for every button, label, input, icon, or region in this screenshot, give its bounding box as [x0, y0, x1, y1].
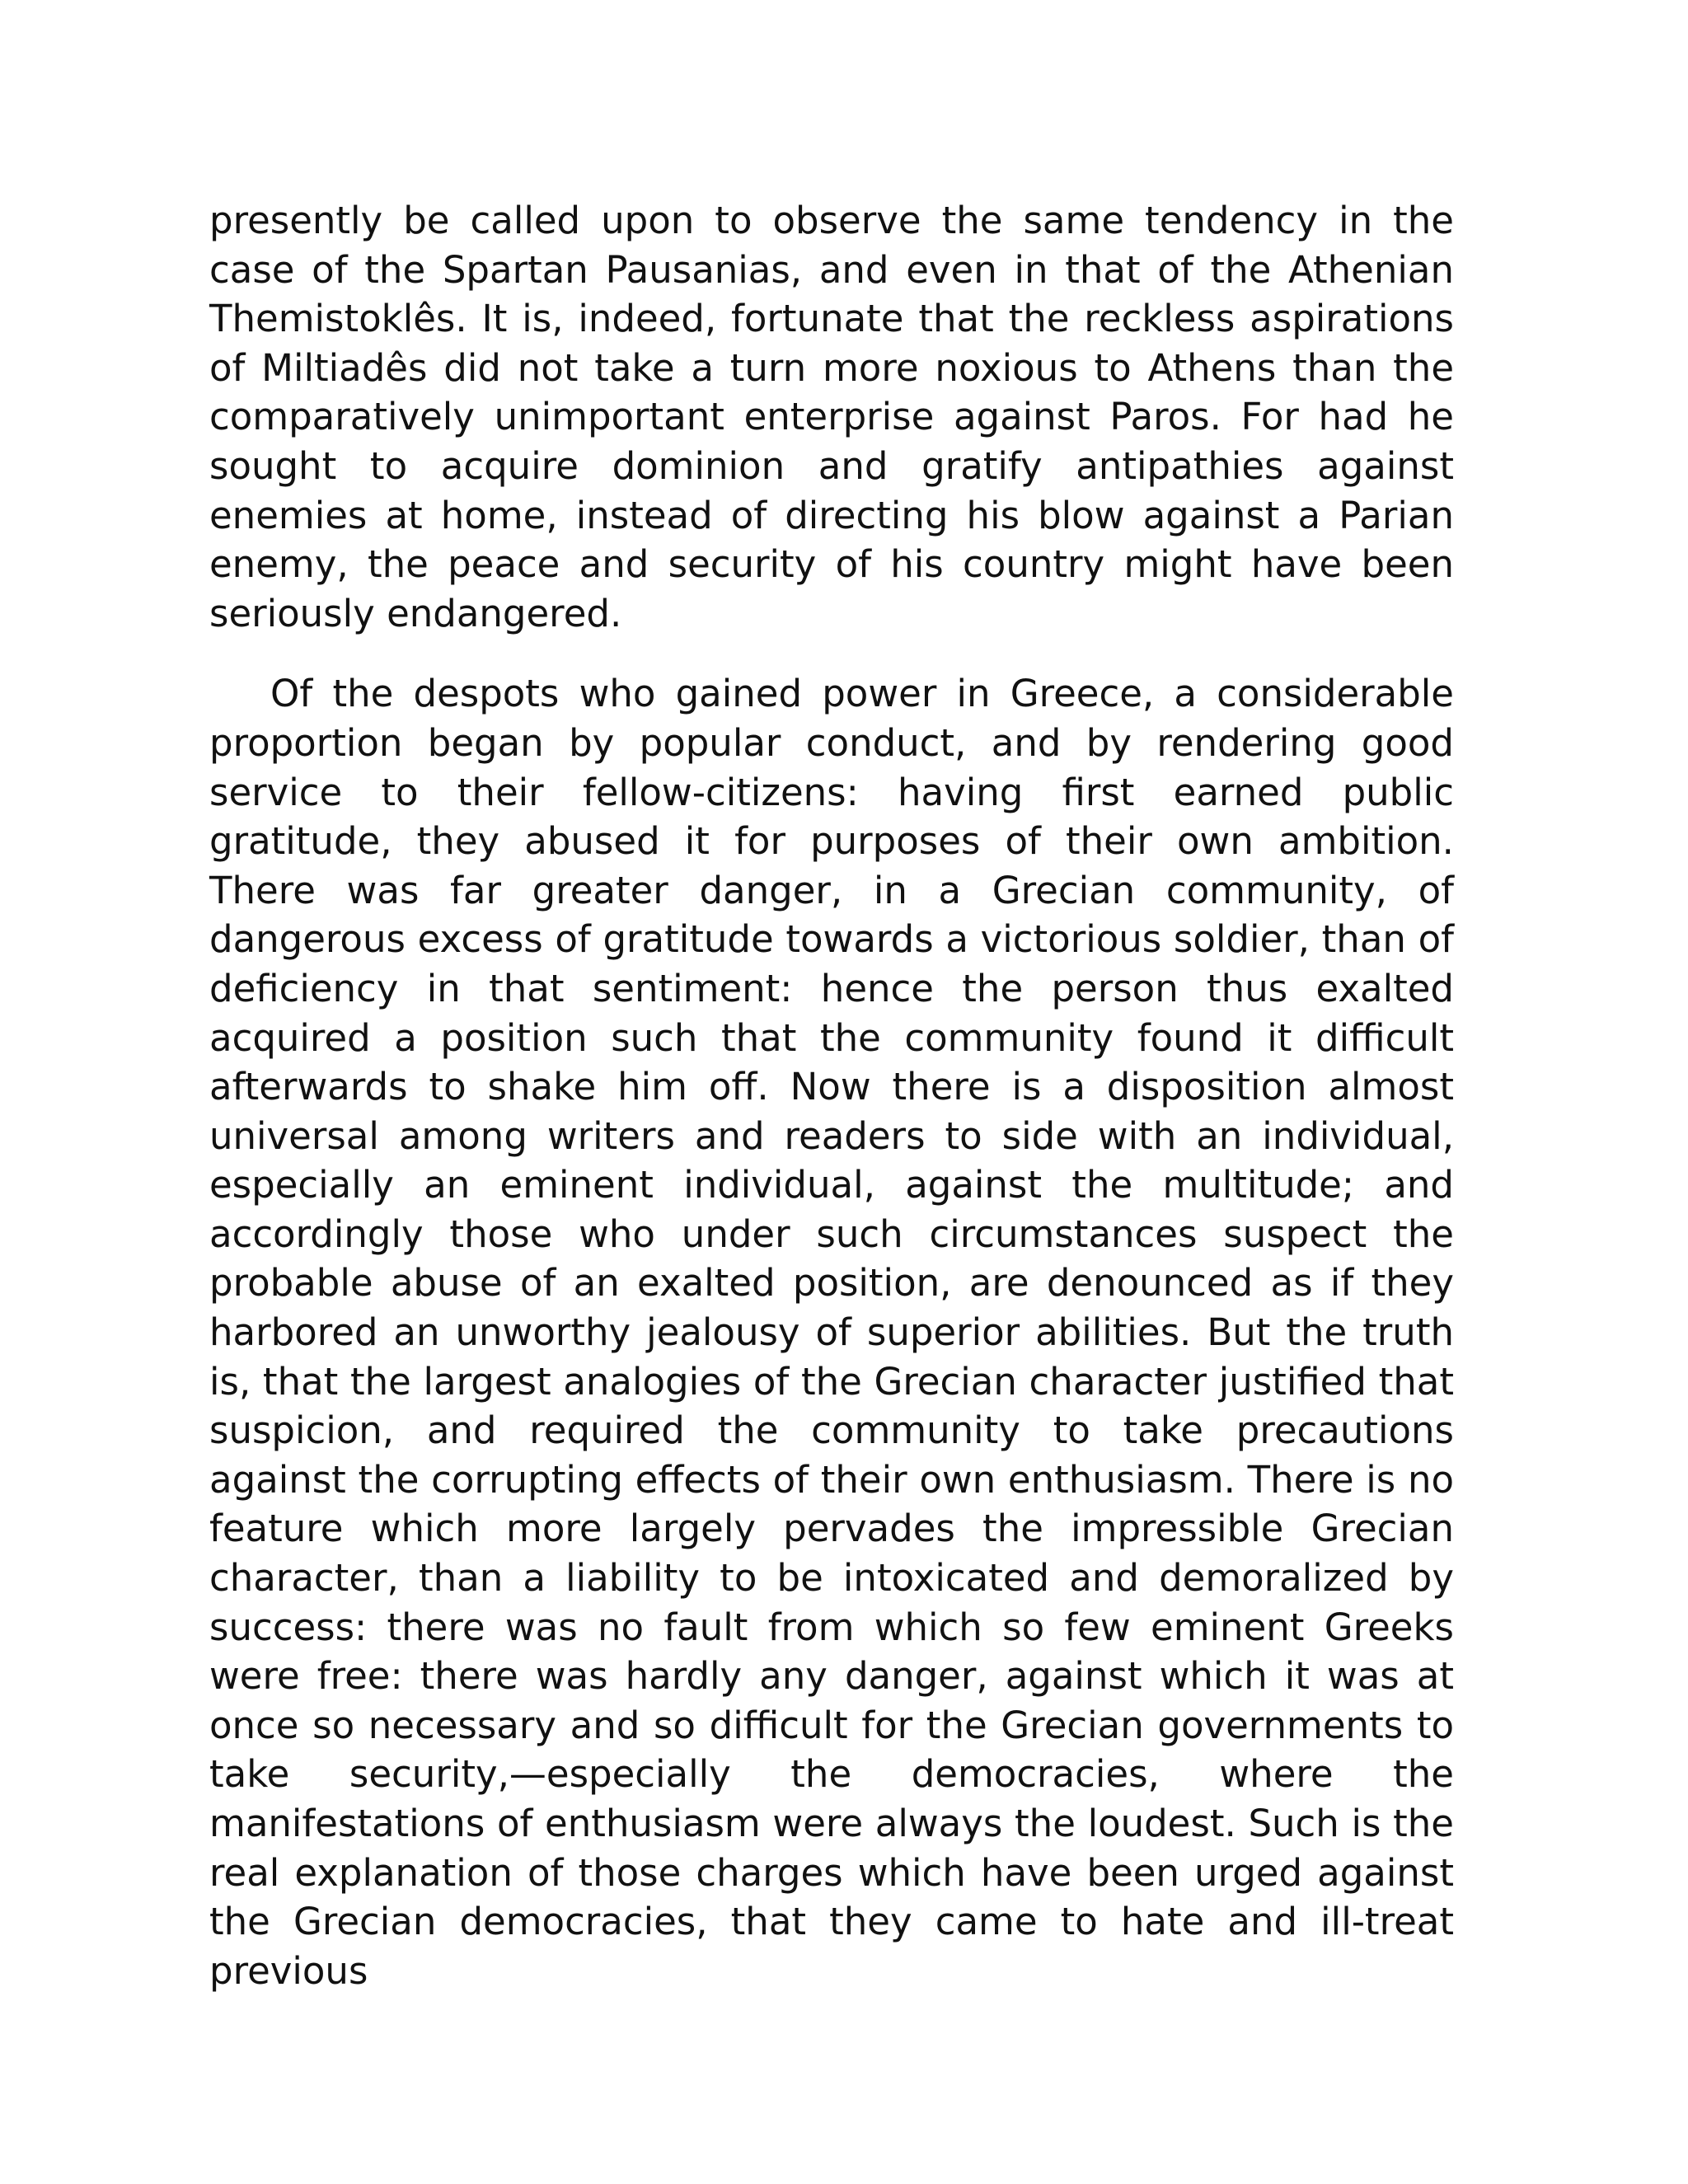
page-body — [209, 196, 1454, 1995]
paragraph-2: Of the despots who gained power in Greece, a considerable proportion began by popular conduct, and by rendering good service to their fellow-citizens: having first earned public gratitude, they abused it for purposes of their own ambition. There was far greater danger, in a Grecian community, of dangerous excess of gratitude towards a victorious soldier, than of deficiency in that sentiment: hence the person thus exalted acquired a position such that the community found it difficult afterwards to shake him off. Now there is a disposition almost universal among writers and readers to side with an individual, especially an eminent individual, against the multitude; and accordingly those who under such circumstances suspect the probable abuse of an exalted position, are denounced as if they harbored an unworthy jealousy of superior abilities. But the truth is, that the largest analogies of the Grecian character justified that suspicion, and required the community to take precautions against the corrupting effects of their own enthusiasm. There is no feature which more largely pervades the impressible Grecian character, than a liability to be intoxicated and demoralized by success: there was no fault from which so few eminent Greeks were free: there was hardly any danger, against which it was at once so necessary and so difficult for the Grecian governments to take security,—especially the democracies, where the manifestations of enthusiasm were always the loudest. Such is the real explanation of those charges which have been urged against the Grecian democracies, that they came to hate and ill-treat previous — [209, 672, 1454, 1993]
paragraph-1: presently be called upon to observe the same tendency in the case of the Spartan Pausanias, and even in that of the Athenian Themistoklês. It is, indeed, fortunate that the reckless aspirations of Miltiadês did not take a turn more noxious to Athens than the comparatively unimportant enterprise against Paros. For had he sought to acquire dominion and gratify antipathies against enemies at home, instead of directing his blow against a Parian enemy, the peace and security of his country might have been seriously endangered. — [209, 199, 1454, 635]
